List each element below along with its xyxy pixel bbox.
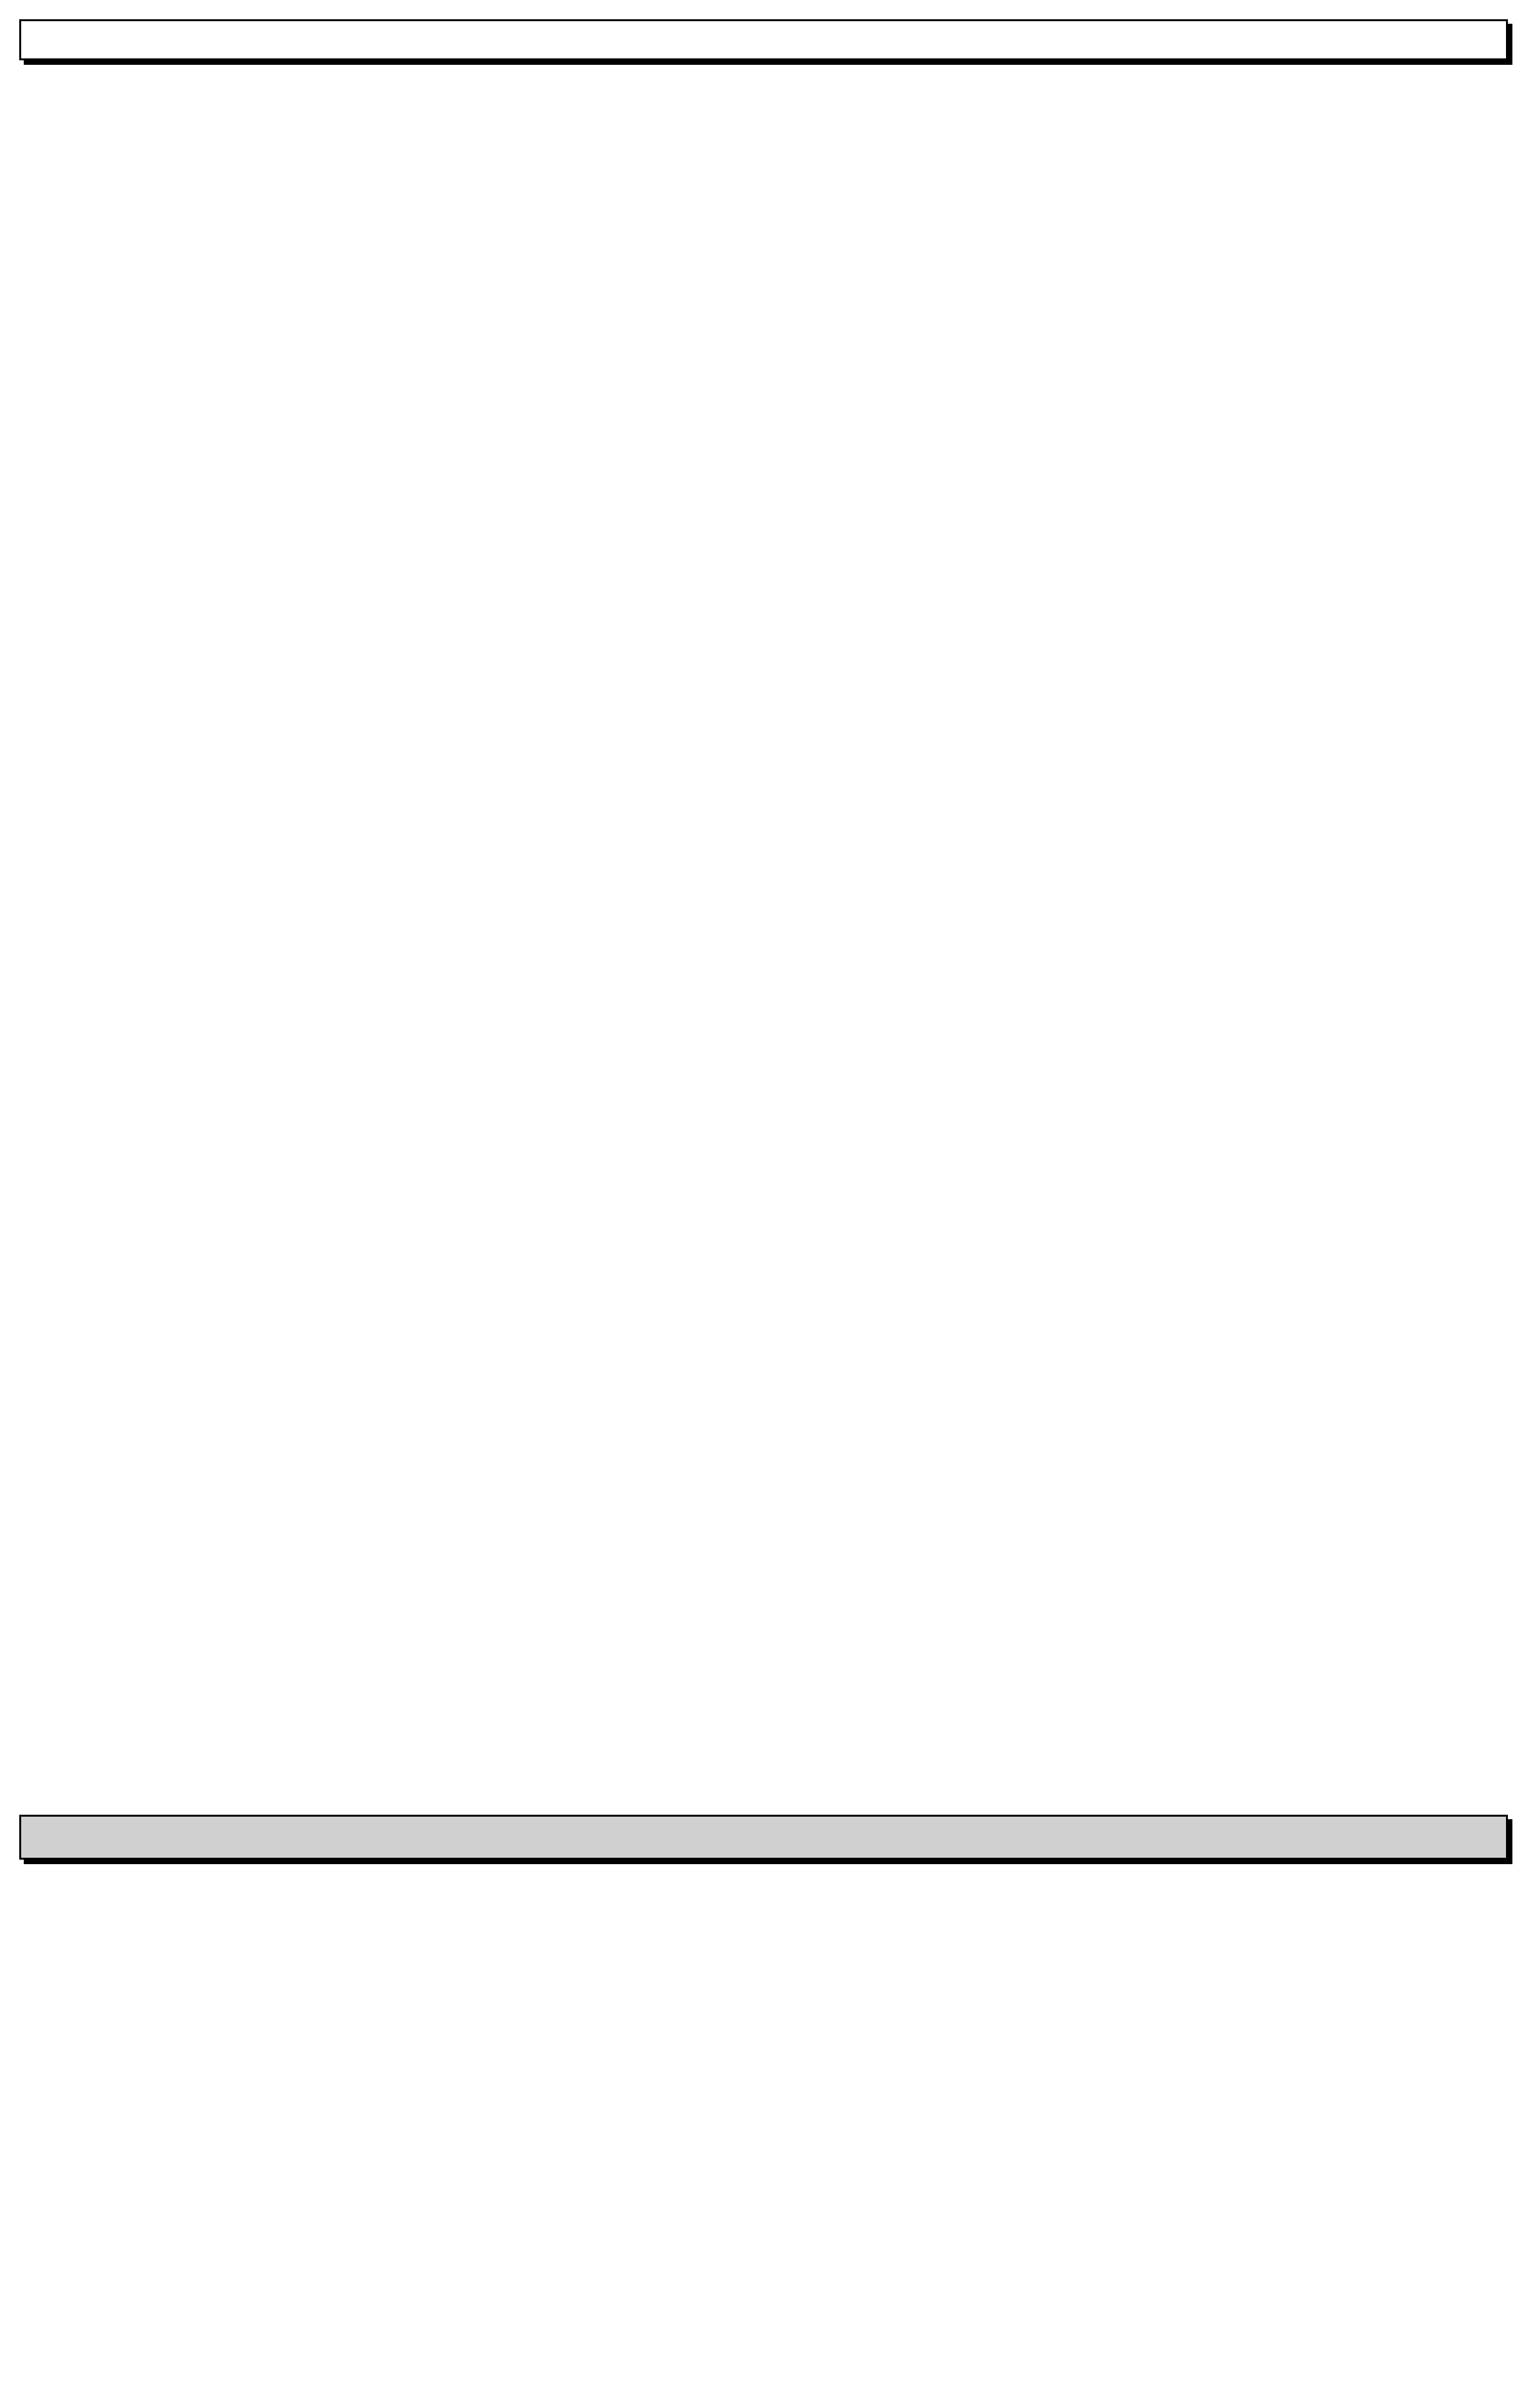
main-content — [56, 125, 1503, 192]
page-header — [19, 19, 1508, 60]
announce-bar — [19, 1815, 1508, 1860]
announcements-list — [36, 1880, 1503, 1911]
